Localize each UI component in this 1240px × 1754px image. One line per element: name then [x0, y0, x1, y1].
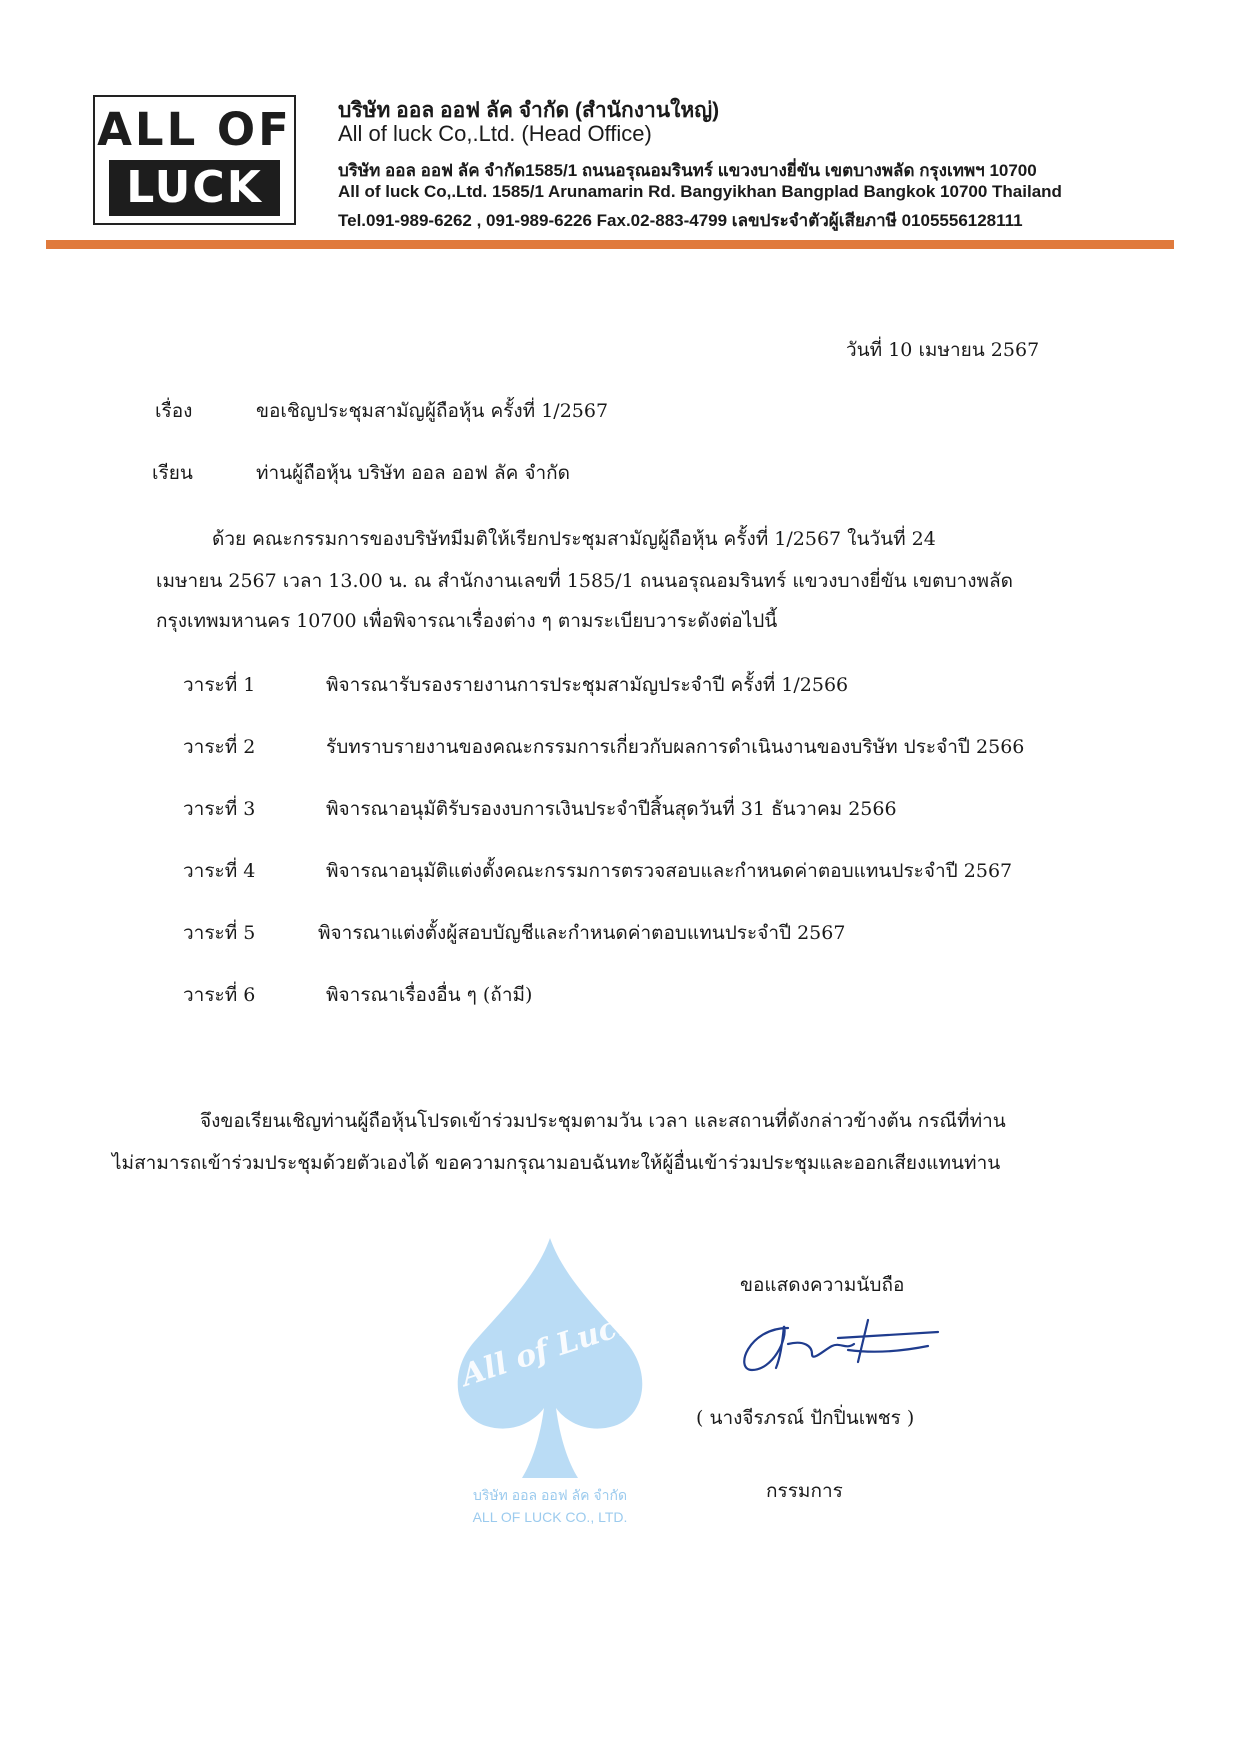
agenda-text: พิจารณาเรื่องอื่น ๆ (ถ้ามี) [326, 984, 533, 1006]
company-contact: Tel.091-989-6262 , 091-989-6226 Fax.02-883-4799 เลขประจำตัวผู้เสียภาษี 0105556128111 [338, 211, 1023, 230]
agenda-label: วาระที่ 5 [183, 922, 256, 944]
company-thai-name: บริษัท ออล ออฟ ลัค จำกัด (สำนักงานใหญ่) [338, 99, 720, 122]
subject-text: ขอเชิญประชุมสามัญผู้ถือหุ้น ครั้งที่ 1/2567 [256, 400, 609, 422]
agenda-text: รับทราบรายงานของคณะกรรมการเกี่ยวกับผลการดำเนินงานของบริษัท ประจำปี 2566 [326, 736, 1025, 758]
agenda-label: วาระที่ 1 [183, 674, 256, 696]
stamp-thai: บริษัท ออล ออฟ ลัค จำกัด [472, 1487, 628, 1503]
company-english-name: All of luck Co,.Ltd. (Head Office) [338, 121, 652, 146]
agenda-label: วาระที่ 6 [183, 984, 256, 1006]
logo-line-2: LUCK [109, 160, 280, 216]
closing-line-2: ไม่สามารถเข้าร่วมประชุมด้วยตัวเองได้ ขอความกรุณามอบฉันทะให้ผู้อื่นเข้าร่วมประชุมและออกเสียงแทนท่าน [112, 1152, 1001, 1174]
intro-line-1: ด้วย คณะกรรมการของบริษัทมีมติให้เรียกประชุมสามัญผู้ถือหุ้น ครั้งที่ 1/2567 ในวันที่ 24 [212, 528, 936, 550]
stamp-english: ALL OF LUCK CO., LTD. [472, 1509, 628, 1525]
intro-line-2: เมษายน 2567 เวลา 13.00 น. ณ สำนักงานเลขที่ 1585/1 ถนนอรุณอมรินทร์ แขวงบางยี่ขัน เขตบางพลัด [156, 570, 1014, 592]
signature-mark [728, 1310, 958, 1390]
signatory-name: ( นางจีรภรณ์ ปักปิ่นเพชร ) [696, 1407, 915, 1429]
subject-label: เรื่อง [155, 400, 193, 422]
intro-line-3: กรุงเทพมหานคร 10700 เพื่อพิจารณาเรื่องต่าง ๆ ตามระเบียบวาระดังต่อไปนี้ [156, 610, 778, 632]
spade-icon [440, 1232, 660, 1532]
agenda-text: พิจารณารับรองรายงานการประชุมสามัญประจำปี ครั้งที่ 1/2566 [326, 674, 849, 696]
letter-date: วันที่ 10 เมษายน 2567 [846, 339, 1040, 361]
header-divider [46, 240, 1174, 249]
agenda-text: พิจารณาแต่งตั้งผู้สอบบัญชีและกำหนดค่าตอบแทนประจำปี 2567 [318, 922, 846, 944]
company-english-address: All of luck Co,.Ltd. 1585/1 Arunamarin Rd. Bangyikhan Bangplad Bangkok 10700 Thailand [338, 182, 1062, 201]
recipient-text: ท่านผู้ถือหุ้น บริษัท ออล ออฟ ลัค จำกัด [256, 462, 570, 484]
agenda-text: พิจารณาอนุมัติแต่งตั้งคณะกรรมการตรวจสอบและกำหนดค่าตอบแทนประจำปี 2567 [326, 860, 1013, 882]
regards-text: ขอแสดงความนับถือ [740, 1274, 905, 1296]
company-stamp [440, 1232, 660, 1532]
company-logo [93, 95, 296, 225]
company-thai-address: บริษัท ออล ออฟ ลัค จำกัด1585/1 ถนนอรุณอมรินทร์ แขวงบางยี่ขัน เขตบางพลัด กรุงเทพฯ 10700 [338, 161, 1037, 180]
agenda-label: วาระที่ 2 [183, 736, 256, 758]
agenda-label: วาระที่ 3 [183, 798, 256, 820]
agenda-text: พิจารณาอนุมัติรับรองงบการเงินประจำปีสิ้นสุดวันที่ 31 ธันวาคม 2566 [326, 798, 897, 820]
stamp-script: All of Luck [457, 1304, 641, 1394]
recipient-label: เรียน [152, 462, 193, 484]
closing-line-1: จึงขอเรียนเชิญท่านผู้ถือหุ้นโปรดเข้าร่วมประชุมตามวัน เวลา และสถานที่ดังกล่าวข้างต้น กรณีที่ท่าน [200, 1110, 1006, 1132]
agenda-label: วาระที่ 4 [183, 860, 256, 882]
logo-line-1: ALL OF [97, 103, 292, 156]
signatory-position: กรรมการ [766, 1480, 843, 1502]
